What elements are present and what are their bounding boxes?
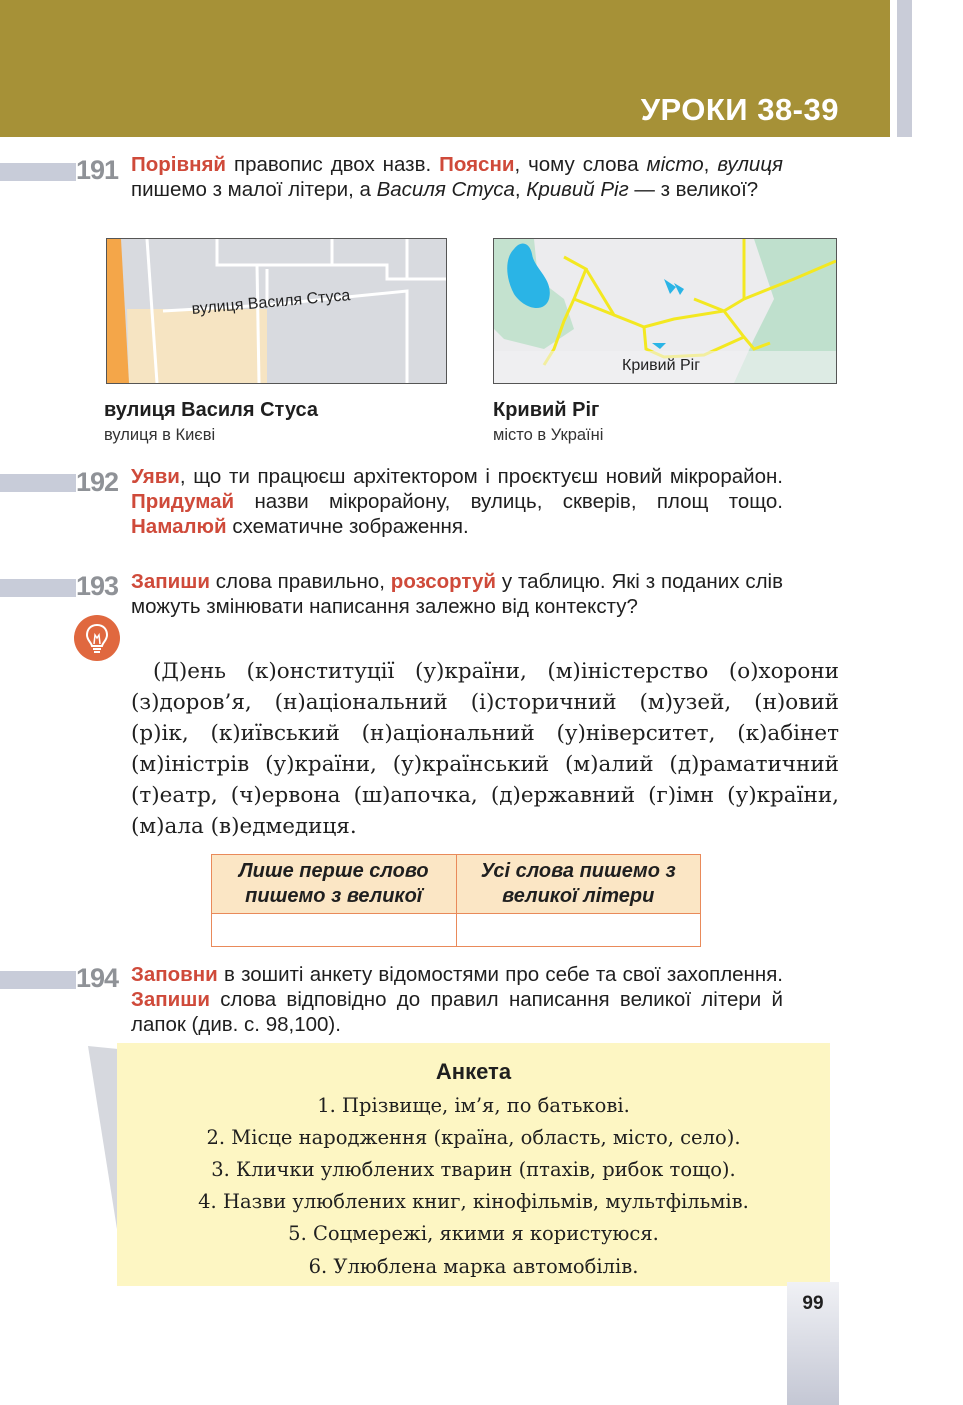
- table-header-cell: Лише перше слово пишемо з великої: [212, 855, 457, 914]
- task-text: ,: [514, 178, 527, 201]
- city-label: Кривий Ріг: [622, 357, 701, 374]
- anketa-item: 1. Прізвище, ім’я, по батькові.: [317, 1094, 630, 1117]
- keyword: Запиши: [131, 988, 210, 1011]
- page-title: УРОКИ 38-39: [640, 92, 839, 127]
- caption-title: Кривий Ріг: [493, 399, 600, 421]
- exercise-193-text: (Д)ень (к)онституції (у)країни, (м)іністерство (о)хорони (з)доров’я, (н)аціональний (і)сторичний (м)узей, (н)овий (р)ік, (к)иївський (н)аціональний (у)ніверситет, (к)абінет (м)іністрів (у)країни, (у)країнський (м)алий (д)раматичний (т)еатр, (ч)ервона (ш)апочка, (д)ержавний (г)імн (у)країни, (м)ала (в)едмедиця.: [131, 659, 839, 839]
- keyword: Поясни: [439, 153, 515, 176]
- keyword: Заповни: [131, 963, 218, 986]
- task-text: у таблицю. Які з поданих слів можуть змінювати написання залежно від контексту?: [131, 570, 783, 618]
- task-text: в зошиті анкету відомостями про себе та свої захоплення.: [217, 963, 783, 986]
- exercise-marker-bar: [0, 474, 76, 492]
- task-text: схематичне зображення.: [226, 515, 469, 538]
- keyword: Намалюй: [131, 515, 227, 538]
- exercise-number: 194: [76, 963, 119, 993]
- italic-word: Кривий Ріг: [526, 178, 629, 201]
- anketa-item: 5. Соцмережі, якими я користуюся.: [288, 1222, 659, 1245]
- italic-word: місто: [646, 153, 704, 176]
- exercise-marker-bar: [0, 163, 76, 181]
- keyword: Порівняй: [131, 153, 227, 176]
- anketa-item: 3. Клички улюблених тварин (птахів, рибок тощо).: [211, 1158, 736, 1181]
- task-text: пишемо з малої літери, а: [131, 178, 377, 201]
- caption-subtitle: вулиця в Києві: [104, 426, 216, 444]
- header-side-strip: [897, 0, 912, 137]
- sorting-table: [211, 854, 701, 947]
- exercise-192-task: [131, 464, 783, 539]
- exercise-number: 191: [76, 155, 119, 185]
- anketa-item: 2. Місце народження (країна, область, місто, село).: [206, 1126, 741, 1149]
- caption-subtitle: місто в Україні: [493, 426, 604, 444]
- task-text: , чому слова: [514, 153, 647, 176]
- table-cell: [212, 914, 457, 947]
- city-map: [493, 238, 837, 384]
- exercise-marker-bar: [0, 579, 76, 597]
- task-text: назви мікрорайону, вулиць, скверів, площ тощо.: [234, 490, 783, 513]
- task-text: — з великої?: [628, 178, 759, 201]
- exercise-number: 193: [76, 571, 119, 601]
- table-header-row: [212, 855, 701, 914]
- lightbulb-icon: [74, 615, 120, 661]
- keyword: Запиши: [131, 570, 210, 593]
- italic-word: Василя Стуса: [376, 178, 515, 201]
- exercise-194-task: [131, 962, 783, 1037]
- table-row: [212, 914, 701, 947]
- exercise-193-task: [131, 569, 783, 619]
- task-text: слова відповідно до правил написання великої літери й лапок (див. с. 98,100).: [131, 988, 783, 1036]
- keyword: Придумай: [131, 490, 235, 513]
- task-text: ,: [703, 153, 718, 176]
- exercise-number: 192: [76, 467, 119, 497]
- page-number: 99: [802, 1293, 824, 1314]
- street-label: вулиця Василя Стуса: [191, 287, 351, 318]
- keyword: розсортуй: [390, 570, 496, 593]
- anketa-item: 4. Назви улюблених книг, кінофільмів, мультфільмів.: [198, 1190, 749, 1213]
- task-text: слова правильно,: [209, 570, 391, 593]
- keyword: Уяви: [131, 465, 180, 488]
- italic-word: вулиця: [717, 153, 783, 176]
- anketa-title: Анкета: [435, 1059, 512, 1084]
- exercise-191-task: [131, 152, 783, 202]
- exercise-marker-bar: [0, 971, 76, 989]
- task-text: , що ти працюєш архітектором і проєктуєш новий мікрорайон.: [179, 465, 783, 488]
- table-header-cell: Усі слова пишемо з великої літери: [456, 855, 701, 914]
- caption-title: вулиця Василя Стуса: [104, 399, 318, 421]
- table-cell: [456, 914, 701, 947]
- task-text: правопис двох назв.: [226, 153, 440, 176]
- anketa-item: 6. Улюблена марка автомобілів.: [308, 1255, 639, 1278]
- street-map: [106, 238, 447, 384]
